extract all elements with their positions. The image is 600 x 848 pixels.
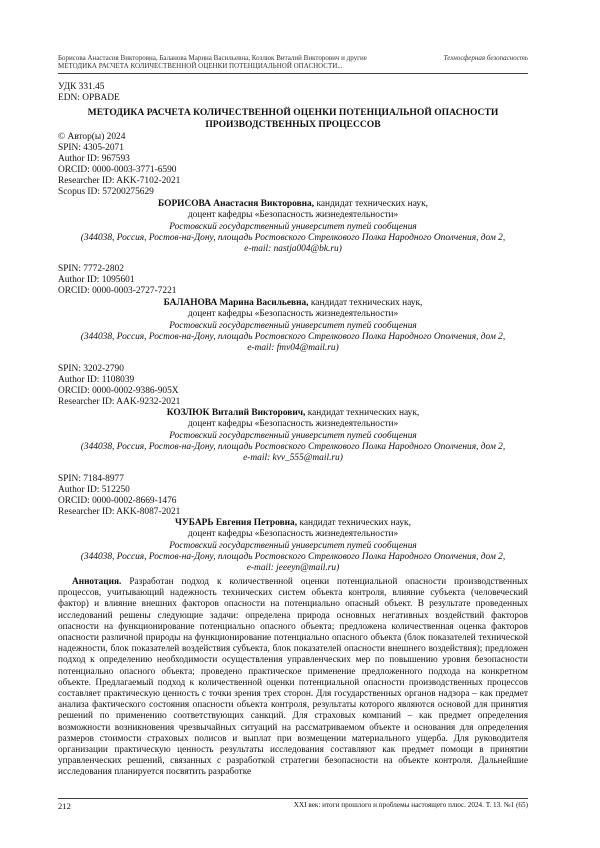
copyright-line: © Автор(ы) 2024 [58,132,126,142]
id-line: Scopus ID: 57200275629 [58,187,154,198]
author-email: e-mail: kvv_555@mail.ru) [243,453,343,464]
article-meta [58,82,120,104]
author-4-block [58,518,528,574]
title-line-1: МЕТОДИКА РАСЧЕТА КОЛИЧЕСТВЕННОЙ ОЦЕНКИ ПОТЕНЦИАЛЬНОЙ ОПАСНОСТИ [87,107,499,118]
author-position: доцент кафедры «Безопасность жизнедеятельности» [187,210,399,221]
author-3-block [58,408,528,464]
author-university: Ростовский государственный университет путей сообщения [169,540,417,551]
id-line: Researcher ID: AAK-9232-2021 [58,397,181,408]
page-number: 212 [58,801,71,811]
running-head-authors: Борисова Анастасия Викторовна, Баланова Марина Васильевна, Козлюк Виталий Викторович и другие [58,54,367,62]
id-line: Researcher ID: AKK-8087-2021 [58,507,181,518]
author-university: Ростовский государственный университет путей сообщения [169,221,417,232]
author-address: (344038, Россия, Ростов-на-Дону, площадь Ростовского Стрелкового Полка Народного Ополчения, дом 2, [80,331,506,342]
author-2-ids [58,264,176,297]
running-head [58,54,528,70]
author-degree: кандидат технических наук, [308,298,423,308]
author-name: КОЗЛЮК Виталий Викторович, [166,408,306,418]
id-line: ORCID: 0000-0003-2727-7221 [58,286,177,297]
header-divider [58,73,528,74]
running-head-title: МЕТОДИКА РАСЧЕТА КОЛИЧЕСТВЕННОЙ ОЦЕНКИ ПОТЕНЦИАЛЬНОЙ ОПАСНОСТИ... [58,62,343,70]
author-university: Ростовский государственный университет путей сообщения [169,430,417,441]
id-line: Researcher ID: AKK-7102-2021 [58,176,181,187]
article-title [58,107,528,130]
id-line: ORCID: 0000-0002-8669-1476 [58,496,177,507]
id-line: ORCID: 0000-0003-3771-6590 [58,165,177,176]
author-address: (344038, Россия, Ростов-на-Дону, площадь Ростовского Стрелкового Полка Народного Ополчения, дом 2, [80,551,506,562]
author-degree: кандидат технических наук, [305,408,420,418]
author-2-block [58,298,528,354]
id-line: Author ID: 512250 [58,485,130,496]
author-1-block [58,199,528,255]
author-3-ids [58,364,180,408]
id-line: Author ID: 1095601 [58,275,135,286]
journal-citation: XXI век: итоги прошлого и проблемы настоящего плюс. 2024. Т. 13. №1 (65) [293,801,528,809]
udk-code: УДК 331.45 [58,82,105,92]
id-line: SPIN: 7184-8977 [58,474,124,484]
author-name: БОРИСОВА Анастасия Викторовна, [158,199,315,209]
running-head-section: Техносферная безопасность [443,54,528,62]
author-university: Ростовский государственный университет путей сообщения [169,320,417,331]
author-position: доцент кафедры «Безопасность жизнедеятельности» [187,529,399,540]
author-4-ids [58,474,180,518]
author-address: (344038, Россия, Ростов-на-Дону, площадь Ростовского Стрелкового Полка Народного Ополчения, дом 2, [80,441,506,452]
author-position: доцент кафедры «Безопасность жизнедеятельности» [187,419,399,430]
edn-code: EDN: OPBADE [58,93,120,104]
id-line: SPIN: 7772-2802 [58,264,124,274]
author-name: БАЛАНОВА Марина Васильевна, [163,298,309,308]
author-address: (344038, Россия, Ростов-на-Дону, площадь Ростовского Стрелкового Полка Народного Ополчения, дом 2, [80,232,506,243]
abstract-label: Аннотация. [72,577,122,587]
author-1-ids [58,132,180,199]
author-position: доцент кафедры «Безопасность жизнедеятельности» [187,309,399,320]
id-line: SPIN: 4305-2071 [58,143,124,154]
id-line: Author ID: 1108039 [58,375,135,386]
author-email: e-mail: nastja004@bk.ru) [244,244,342,255]
author-email: e-mail: fmv04@mail.ru) [247,343,339,354]
author-degree: кандидат технических наук, [297,518,411,528]
id-line: Author ID: 967593 [58,154,130,165]
author-name: ЧУБАРЬ Евгения Петровна, [175,518,298,528]
id-line: SPIN: 3202-2790 [58,364,124,374]
id-line: ORCID: 0000-0002-9386-905X [58,386,179,397]
footer-divider [58,798,528,799]
abstract [58,577,528,779]
title-line-2: ПРОИЗВОДСТВЕННЫХ ПРОЦЕССОВ [205,118,381,130]
author-degree: кандидат технических наук, [314,199,428,209]
abstract-text: Разработан подход к количественной оценки потенциальной опасности производственных процессов, учитывающий надежность технических систем объекта контроля, влияние субъекта (человеческий фактор) и влияние внешних факторов опасности на потенциально опасный объект. В результате проведенных исследований решены следующие задачи: определена природа основных негативных воздействий факторов опасности на функционирование потенциально опасного объекта; предложена количественная оценка факторов опасности различной природы на функционирование потенциально опасного объекта (блок показателей технической надежности, блок показателей воздействия субъекта, блок показателей опасности внешнего воздействия); предложен подход к определению необходимости осуществления управленческих мер по повышению уровня безопасности потенциально опасного объекта; проведено практическое применение предложенного подхода на конкретном объекте. Предлагаемый подход к количественной оценки потенциальной опасности производственных процессов составляет практическую ценность с точки зрения трех сторон. Для государственных органов надзора – как предмет анализа фактического состояния опасности объекта контроля, результаты которого являются основой для принятия решений по применению соответствующих санкций. Для страховых компаний – как предмет определения возможности возникновения чрезвычайных ситуаций на рассматриваемом объекте и основания для определения размеров стоимости страховых полисов и выплат при возмещении материального ущерба. Для руководителя организации практическую ценность результаты исследования составляют как предмет помощи в принятии управленческих решений, связанных с разработкой стратегии безопасности на объекте контроля. Дальнейшие исследования планируется посвятить разработке [58,577,528,778]
author-email: e-mail: jeeeyn@mail.ru) [246,563,340,574]
